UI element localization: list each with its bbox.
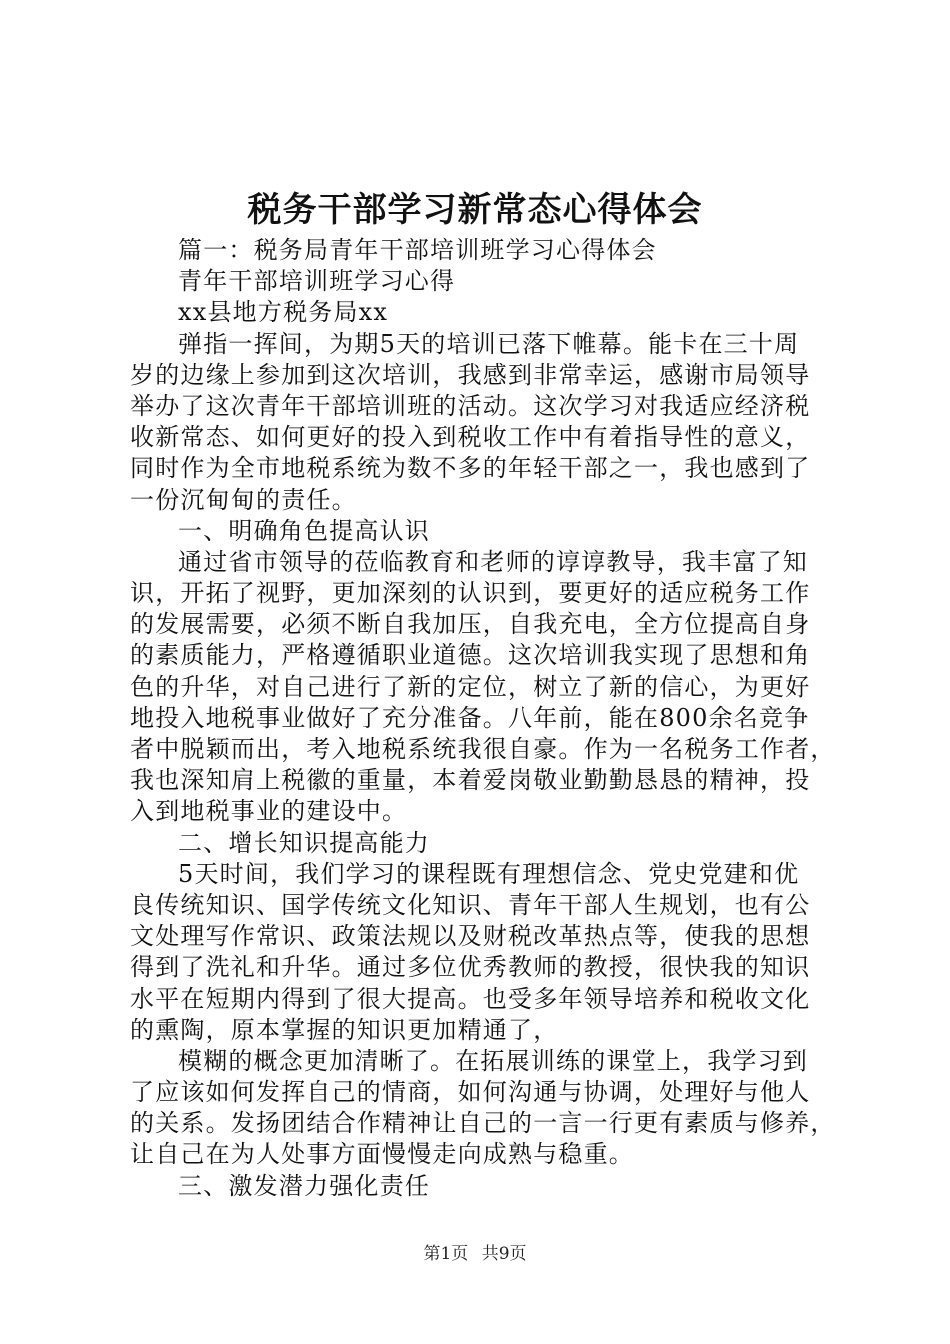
text-line: 地投入地税事业做好了充分准备。八年前，能在800余名竞争	[130, 703, 810, 732]
text-line: 三、激发潜力强化责任	[178, 1171, 430, 1200]
text-line: 的素质能力，严格遵循职业道德。这次培训我实现了思想和角	[130, 641, 811, 670]
text-line: 的熏陶，原本掌握的知识更加精通了，	[130, 1015, 559, 1044]
document-title: 税务干部学习新常态心得体会	[247, 190, 703, 230]
text-line: 青年干部培训班学习心得	[178, 267, 456, 296]
document-body	[130, 235, 836, 1202]
text-line: 收新常态、如何更好的投入到税收工作中有着指导性的意义，	[130, 423, 811, 452]
text-line: 的关系。发扬团结合作精神让自己的一言一行更有素质与修养，	[130, 1109, 836, 1138]
text-line: 文处理写作常识、政策法规以及财税改革热点等，使我的思想	[130, 922, 811, 951]
text-line: 模糊的概念更加清晰了。在拓展训练的课堂上，我学习到	[178, 1046, 808, 1075]
text-line: 我也深知肩上税徽的重量，本着爱岗敬业勤勤恳恳的精神，投	[130, 766, 811, 795]
text-line: 良传统知识、国学传统文化知识、青年干部人生规划，也有公	[130, 890, 811, 919]
text-line: 一、明确角色提高认识	[178, 516, 430, 545]
text-line: 入到地税事业的建设中。	[130, 797, 408, 826]
text-line: 二、增长知识提高能力	[178, 828, 430, 857]
page-number: 第1页	[423, 1244, 469, 1264]
text-line: 举办了这次青年干部培训班的活动。这次学习对我适应经济税	[130, 391, 811, 420]
text-line: 得到了洗礼和升华。通过多位优秀教师的教授，很快我的知识	[130, 953, 811, 982]
text-line: 同时作为全市地税系统为数不多的年轻干部之一，我也感到了	[130, 454, 811, 483]
text-line: 了应该如何发挥自己的情商，如何沟通与协调，处理好与他人	[130, 1078, 811, 1107]
text-line: 的发展需要，必须不断自我加压，自我充电，全方位提高自身	[130, 610, 811, 639]
page-total: 共9页	[481, 1244, 527, 1264]
text-line: 者中脱颖而出，考入地税系统我很自豪。作为一名税务工作者，	[130, 735, 836, 763]
text-line: 一份沉甸甸的责任。	[130, 485, 357, 514]
text-line: xx县地方税务局xx	[178, 298, 389, 327]
text-line: 弹指一挥间，为期5天的培训已落下帷幕。能卡在三十周	[178, 329, 800, 358]
text-line: 岁的边缘上参加到这次培训，我感到非常幸运，感谢市局领导	[130, 360, 811, 389]
text-line: 识，开拓了视野，更加深刻的认识到，要更好的适应税务工作	[130, 579, 811, 608]
text-line: 5天时间，我们学习的课程既有理想信念、党史党建和优	[178, 859, 800, 888]
text-line: 让自己在为人处事方面慢慢走向成熟与稳重。	[130, 1140, 634, 1169]
text-line: 通过省市领导的莅临教育和老师的谆谆教导，我丰富了知	[178, 547, 808, 576]
text-line: 色的升华，对自己进行了新的定位，树立了新的信心，为更好	[130, 672, 811, 701]
text-line: 水平在短期内得到了很大提高。也受多年领导培养和税收文化	[130, 984, 811, 1013]
text-line: 篇一：税务局青年干部培训班学习心得体会	[178, 236, 657, 264]
page-footer	[0, 1242, 950, 1266]
